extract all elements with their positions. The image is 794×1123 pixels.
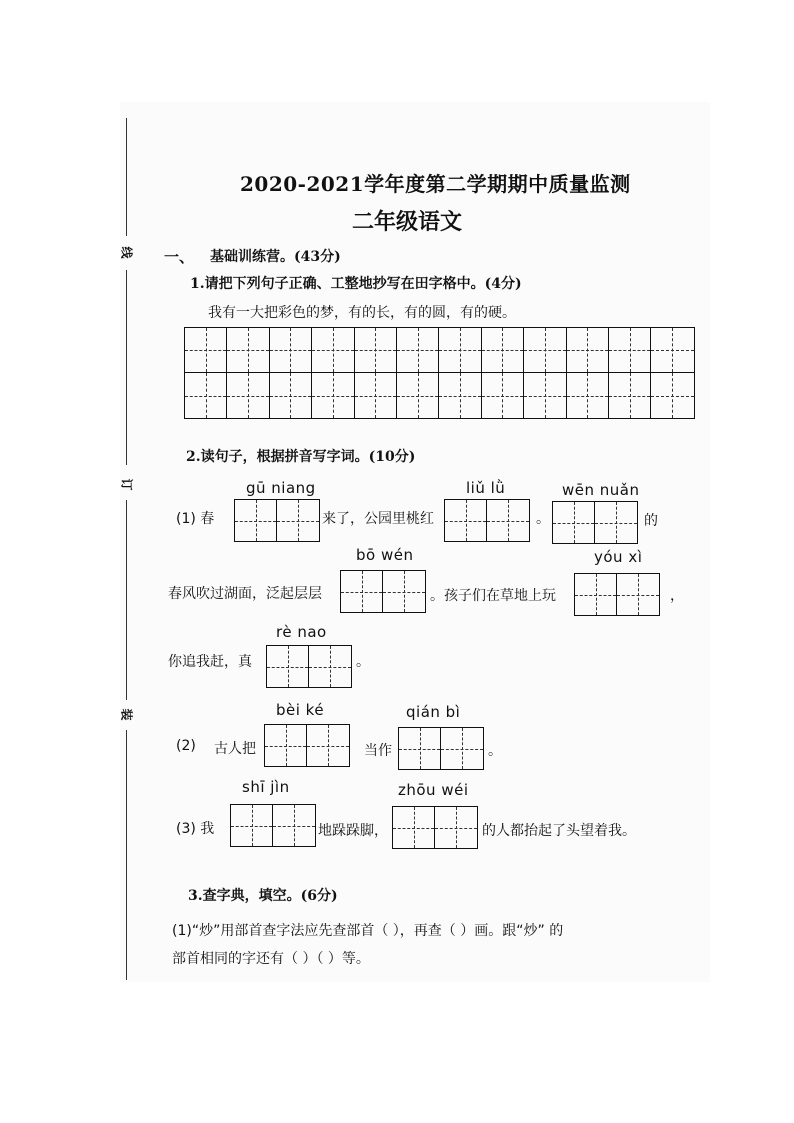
grid-cell[interactable] — [270, 328, 312, 373]
grid-cell[interactable] — [397, 373, 439, 418]
grid-cell[interactable] — [439, 328, 481, 373]
grid-cell[interactable] — [185, 373, 227, 418]
question-1-sentence: 我有一大把彩色的梦，有的长，有的圆，有的硬。 — [208, 305, 516, 321]
sentence-text: 你追我赶，真 — [168, 654, 252, 670]
question-3-line-1: (1)“炒”用部首查字法应先查部首（ ），再查（ ）画。跟“炒” 的 — [172, 923, 564, 939]
grid-cell[interactable] — [651, 373, 693, 418]
answer-box[interactable] — [444, 499, 530, 542]
grid-cell[interactable] — [595, 502, 637, 543]
exam-title: 2020-2021学年度第二学期期中质量监测 — [240, 172, 631, 196]
pinyin-label: zhōu wéi — [398, 781, 469, 799]
grid-cell[interactable] — [575, 574, 617, 615]
answer-box[interactable] — [340, 570, 426, 613]
grid-cell[interactable] — [227, 373, 269, 418]
grid-cell[interactable] — [397, 328, 439, 373]
grid-cell[interactable] — [185, 328, 227, 373]
pinyin-label: qián bì — [406, 703, 461, 721]
grid-cell[interactable] — [482, 328, 524, 373]
sentence-text: 来了，公园里桃红 — [322, 511, 434, 527]
grid-cell[interactable] — [312, 373, 354, 418]
binding-line — [126, 730, 127, 980]
sentence-text: 春风吹过湖面，泛起层层 — [168, 586, 322, 602]
grid-cell[interactable] — [617, 574, 659, 615]
grid-cell[interactable] — [227, 328, 269, 373]
sentence-text: 地跺跺脚， — [318, 823, 388, 839]
question-3-title: 3.查字典，填空。(6分) — [188, 888, 338, 904]
sentence-text: 的 — [644, 513, 658, 529]
section-number: 一、 — [164, 248, 195, 266]
binding-mark: 订 — [119, 478, 134, 491]
answer-box[interactable] — [574, 573, 660, 616]
pinyin-label: yóu xì — [594, 548, 643, 566]
sentence-text: 古人把 — [214, 741, 256, 757]
tianzige-grid[interactable] — [184, 327, 695, 419]
pinyin-label: liǔ lǜ — [466, 479, 506, 497]
grid-cell[interactable] — [609, 328, 651, 373]
grid-cell[interactable] — [267, 646, 309, 687]
grid-cell[interactable] — [270, 373, 312, 418]
grid-cell[interactable] — [439, 373, 481, 418]
pinyin-label: rè nao — [276, 623, 327, 641]
grid-cell[interactable] — [651, 328, 693, 373]
answer-box[interactable] — [266, 645, 352, 688]
grid-cell[interactable] — [567, 328, 609, 373]
answer-box[interactable] — [264, 724, 350, 767]
grid-cell[interactable] — [393, 807, 435, 848]
section-title: 基础训练营。(43分) — [210, 249, 341, 265]
grid-cell[interactable] — [445, 500, 487, 541]
question-1-title: 1.请把下列句子正确、工整地抄写在田字格中。(4分) — [190, 276, 522, 292]
grid-cell[interactable] — [399, 728, 441, 769]
binding-mark: 线 — [119, 246, 134, 259]
sentence-text: 当作 — [364, 743, 392, 759]
sentence-punct: 。 — [488, 743, 502, 759]
grid-cell[interactable] — [482, 373, 524, 418]
sentence-punct: ， — [670, 588, 684, 604]
answer-box[interactable] — [552, 501, 638, 544]
exam-subtitle: 二年级语文 — [351, 209, 462, 235]
sentence-punct: 。 — [536, 511, 550, 527]
sentence-punct: 。 — [356, 654, 370, 670]
grid-cell[interactable] — [609, 373, 651, 418]
question-label: (3) 我 — [176, 821, 215, 837]
grid-cell[interactable] — [524, 328, 566, 373]
answer-box[interactable] — [392, 806, 478, 849]
grid-cell[interactable] — [553, 502, 595, 543]
question-2-title: 2.读句子，根据拼音写字词。(10分) — [186, 449, 416, 465]
pinyin-label: bèi ké — [276, 701, 325, 719]
grid-cell[interactable] — [309, 646, 351, 687]
grid-cell[interactable] — [265, 725, 307, 766]
sentence-text: 。孩子们在草地上玩 — [430, 588, 556, 604]
grid-cell[interactable] — [383, 571, 425, 612]
grid-cell[interactable] — [235, 500, 277, 541]
question-label: (2) — [176, 738, 196, 754]
answer-box[interactable] — [234, 499, 320, 542]
grid-cell[interactable] — [273, 805, 315, 846]
pinyin-label: wēn nuǎn — [562, 481, 640, 499]
question-label: (1) 春 — [176, 511, 215, 527]
grid-cell[interactable] — [231, 805, 273, 846]
answer-box[interactable] — [230, 804, 316, 847]
grid-cell[interactable] — [435, 807, 477, 848]
grid-cell[interactable] — [441, 728, 483, 769]
grid-cell[interactable] — [307, 725, 349, 766]
grid-cell[interactable] — [567, 373, 609, 418]
pinyin-label: shī jìn — [242, 778, 290, 796]
pinyin-label: gū niang — [246, 479, 316, 497]
grid-cell[interactable] — [355, 328, 397, 373]
answer-box[interactable] — [398, 727, 484, 770]
binding-mark: 装 — [119, 708, 134, 721]
binding-line — [126, 270, 127, 465]
grid-cell[interactable] — [277, 500, 319, 541]
sentence-text: 的人都抬起了头望着我。 — [482, 823, 636, 839]
pinyin-label: bō wén — [356, 546, 414, 564]
question-3-line-2: 部首相同的字还有（ ）（ ）等。 — [172, 951, 370, 967]
grid-cell[interactable] — [341, 571, 383, 612]
grid-cell[interactable] — [312, 328, 354, 373]
grid-cell[interactable] — [524, 373, 566, 418]
grid-cell[interactable] — [487, 500, 529, 541]
grid-cell[interactable] — [355, 373, 397, 418]
binding-line — [126, 500, 127, 700]
